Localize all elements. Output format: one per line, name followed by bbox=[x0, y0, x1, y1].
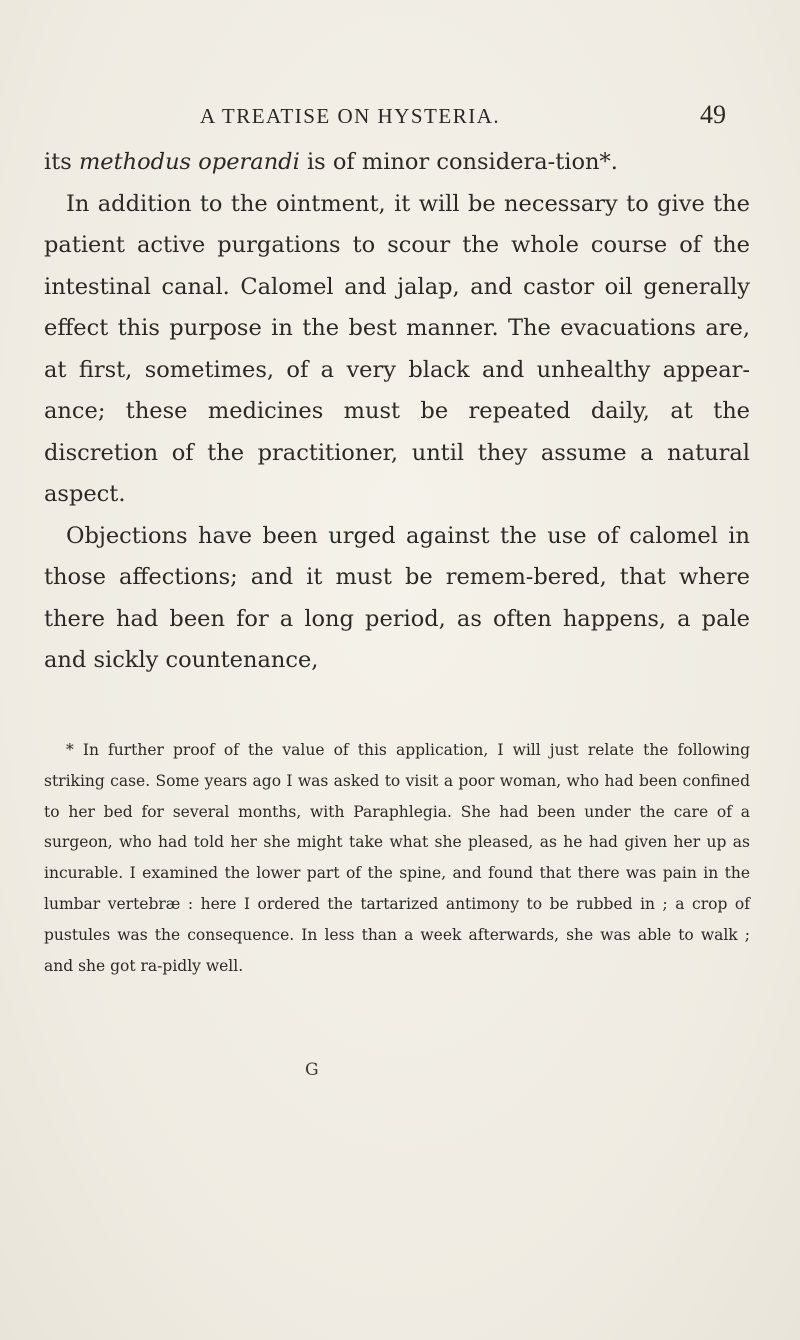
running-head: A TREATISE ON HYSTERIA. bbox=[200, 104, 501, 128]
paragraph-3: Objections have been urged against the use of calomel in those affections; and it must be remem-bered, that where there had been for a long period, as often happens, a pale and sickly countenance, bbox=[44, 522, 750, 673]
main-text bbox=[44, 142, 750, 682]
paragraph-1 bbox=[44, 142, 750, 184]
signature-mark: G bbox=[305, 1060, 319, 1080]
paragraph-1-end: is of minor considera-tion*. bbox=[299, 149, 618, 175]
footnote: * In further proof of the value of this application, I will just relate the following striking case. Some years ago I was asked to visit a poor woman, who had been confined to her bed for several months, with Paraphlegia. She had been under the care of a surgeon, who had told her she might take what she pleased, as he had given her up as incurable. I examined the lower part of the spine, and found that there was pain in the lumbar vertebræ : here I ordered the tartarized antimony to be rubbed in ; a crop of pustules was the consequence. In less than a week afterwards, she was able to walk ; and she got ra-pidly well. bbox=[44, 741, 750, 975]
paragraph-2: In addition to the ointment, it will be necessary to give the patient active purgations to scour the whole course of the intestinal canal. Calomel and jalap, and castor oil generally effect this purpose in the best manner. The evacuations are, at first, sometimes, of a very black and unhealthy appear-ance; these medicines must be repeated daily, at the discretion of the practitioner, until they assume a natural aspect. bbox=[44, 190, 750, 507]
paragraph-1-italic: methodus operandi bbox=[78, 149, 300, 175]
page-number: 49 bbox=[700, 100, 726, 129]
paragraph-1-start: its bbox=[44, 149, 79, 175]
footnote-block bbox=[44, 735, 750, 981]
page-header bbox=[0, 100, 800, 140]
